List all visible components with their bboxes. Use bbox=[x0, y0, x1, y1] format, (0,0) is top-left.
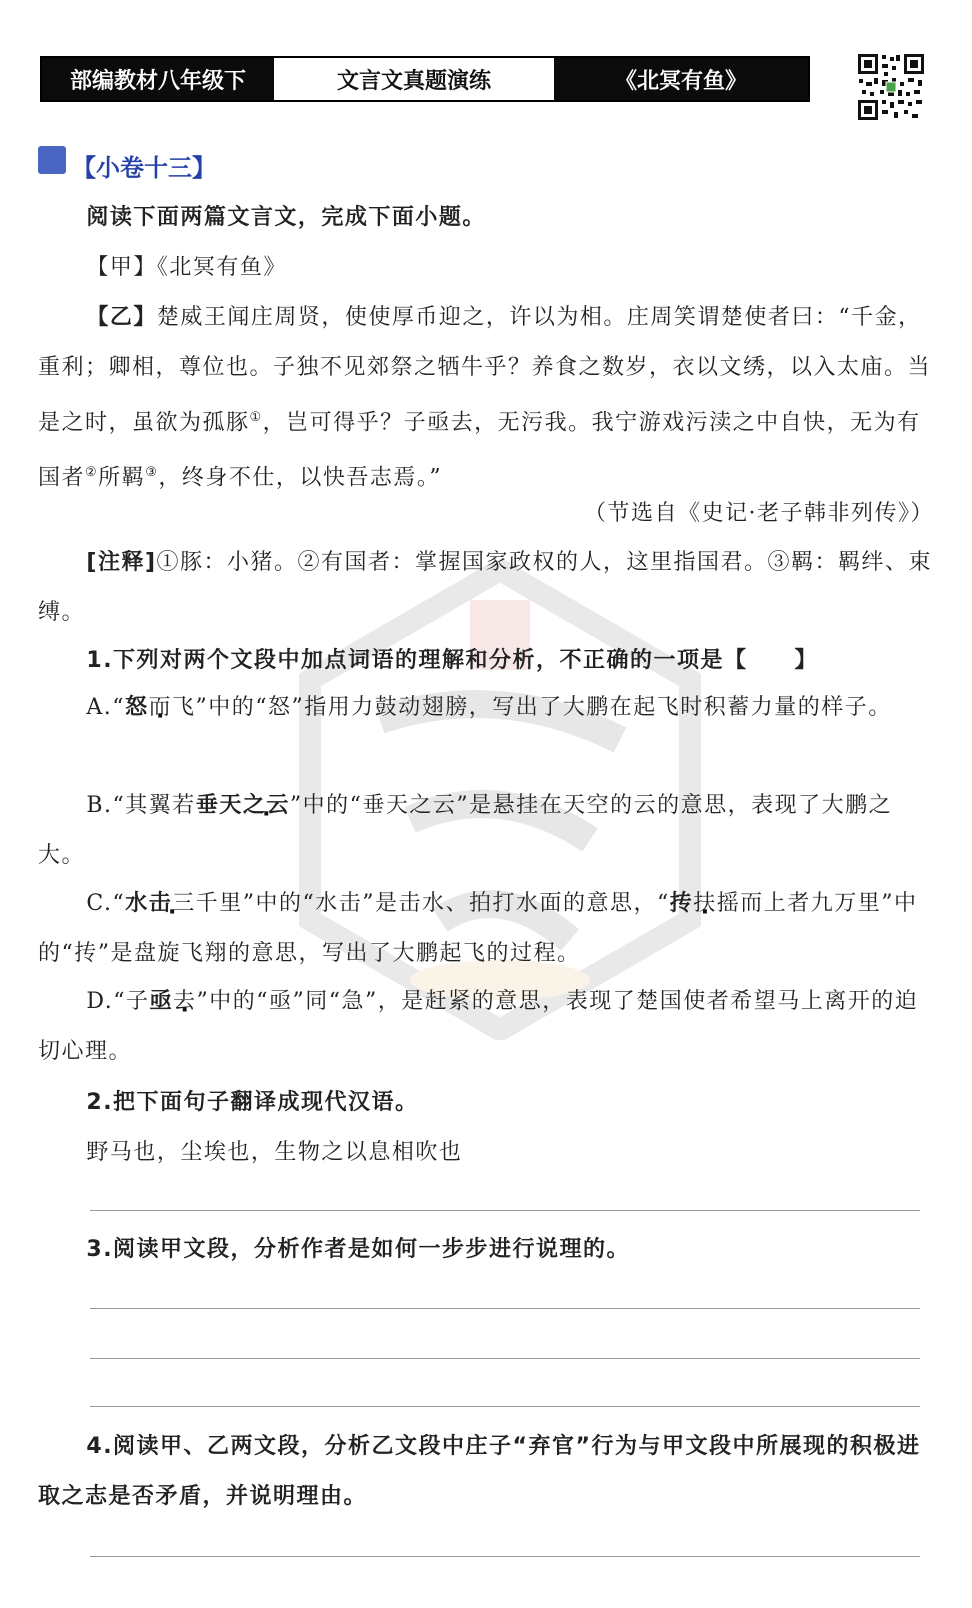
q1-b-dotted: 垂天之云 bbox=[195, 793, 290, 818]
q4-stem: 4.阅读甲、乙两文段，分析乙文段中庄子“弃官”行为与甲文段中所展现的积极进取之志是否矛盾，并说明理由。 bbox=[38, 1434, 921, 1509]
notes-label: [注释] bbox=[86, 550, 157, 575]
header-grade: 部编教材八年级下 bbox=[42, 58, 274, 100]
text-yi-part1: 楚威王闻庄周贤，使使厚币迎之，许以为相。庄周笑谓楚使者曰：“千金，重利；卿相，尊位也。子独不见郊祭之牺牛乎？养食之数岁，衣以文绣，以入太庙。当是之时，虽欲为孤豚 bbox=[38, 305, 932, 436]
footnote-2: ② bbox=[85, 465, 99, 481]
q1-d-dotted: 亟 bbox=[149, 989, 174, 1014]
q3-answer-line-3[interactable] bbox=[90, 1406, 920, 1407]
text-yi bbox=[38, 293, 934, 504]
q1-a-pre: A.“ bbox=[86, 695, 126, 720]
q1-option-a bbox=[38, 683, 934, 733]
header-category: 文言文真题演练 bbox=[274, 58, 554, 100]
text-yi-label: 【乙】 bbox=[86, 305, 157, 330]
q1-c-post: 扶摇而上者九万里”中的“抟”是盘旋飞翔的意思，写出了大鹏起飞的过程。 bbox=[38, 891, 918, 966]
q1-option-d bbox=[38, 977, 934, 1077]
q1-b-post: ”中的“垂天之云”是悬挂在天空的云的意思，表现了大鹏之大。 bbox=[38, 793, 893, 868]
q1-c-dotted-2: 抟 bbox=[669, 891, 694, 916]
q1-stem: 1.下列对两个文段中加点词语的理解和分析，不正确的一项是【 】 bbox=[86, 648, 819, 673]
footnote-1: ① bbox=[249, 410, 263, 425]
qr-code-icon bbox=[856, 52, 926, 122]
q2-stem: 2.把下面句子翻译成现代汉语。 bbox=[86, 1090, 419, 1115]
q1-a-post: 而飞”中的“怒”指用力鼓动翅膀，写出了大鹏在起飞时积蓄力量的样子。 bbox=[148, 695, 892, 720]
section-title bbox=[38, 148, 216, 183]
q1-c-mid: 三千里”中的“水击”是击水、拍打水面的意思，“ bbox=[172, 891, 670, 916]
notes bbox=[38, 538, 934, 638]
q1-option-c bbox=[38, 879, 934, 979]
source-citation: （节选自《史记·老子韩非列传》） bbox=[584, 501, 934, 526]
text-jia: 【甲】《北冥有鱼》 bbox=[86, 255, 287, 280]
q3-answer-line-1[interactable] bbox=[90, 1308, 920, 1309]
q2-sentence: 野马也，尘埃也，生物之以息相吹也 bbox=[86, 1140, 463, 1165]
text-yi-part3: 所羁 bbox=[98, 465, 146, 491]
q3-answer-line-2[interactable] bbox=[90, 1358, 920, 1359]
q1-c-dotted: 水击 bbox=[125, 891, 173, 916]
bookmark-icon bbox=[38, 146, 66, 174]
instruction: 阅读下面两篇文言文，完成下面小题。 bbox=[86, 205, 486, 230]
notes-content: ①豚：小猪。②有国者：掌握国家政权的人，这里指国君。③羁：羁绊、束缚。 bbox=[38, 550, 933, 625]
q1-d-pre: D.“子 bbox=[86, 989, 150, 1014]
text-yi-part2: ，岂可得乎？子亟去，无污我。我宁游戏污渎之中自快，无为有国者 bbox=[38, 410, 921, 491]
header-bar bbox=[40, 56, 810, 102]
q1-c-pre: C.“ bbox=[86, 891, 126, 916]
q2-answer-line[interactable] bbox=[90, 1210, 920, 1211]
q4-answer-line[interactable] bbox=[90, 1556, 920, 1557]
q1-d-post: 去”中的“亟”同“急”，是赶紧的意思，表现了楚国使者希望马上离开的迫切心理。 bbox=[38, 989, 919, 1064]
q1-b-pre: B.“其翼若 bbox=[86, 793, 196, 818]
q1-a-dotted: 怒 bbox=[125, 695, 149, 720]
section-title-text: 【小卷十三】 bbox=[72, 154, 216, 182]
header-title: 《北冥有鱼》 bbox=[554, 58, 808, 100]
footnote-3: ③ bbox=[145, 465, 159, 481]
text-yi-part4: ，终身不仕，以快吾志焉。” bbox=[158, 465, 443, 491]
q3-stem: 3.阅读甲文段，分析作者是如何一步步进行说理的。 bbox=[86, 1237, 631, 1262]
q1-option-b bbox=[38, 781, 934, 881]
